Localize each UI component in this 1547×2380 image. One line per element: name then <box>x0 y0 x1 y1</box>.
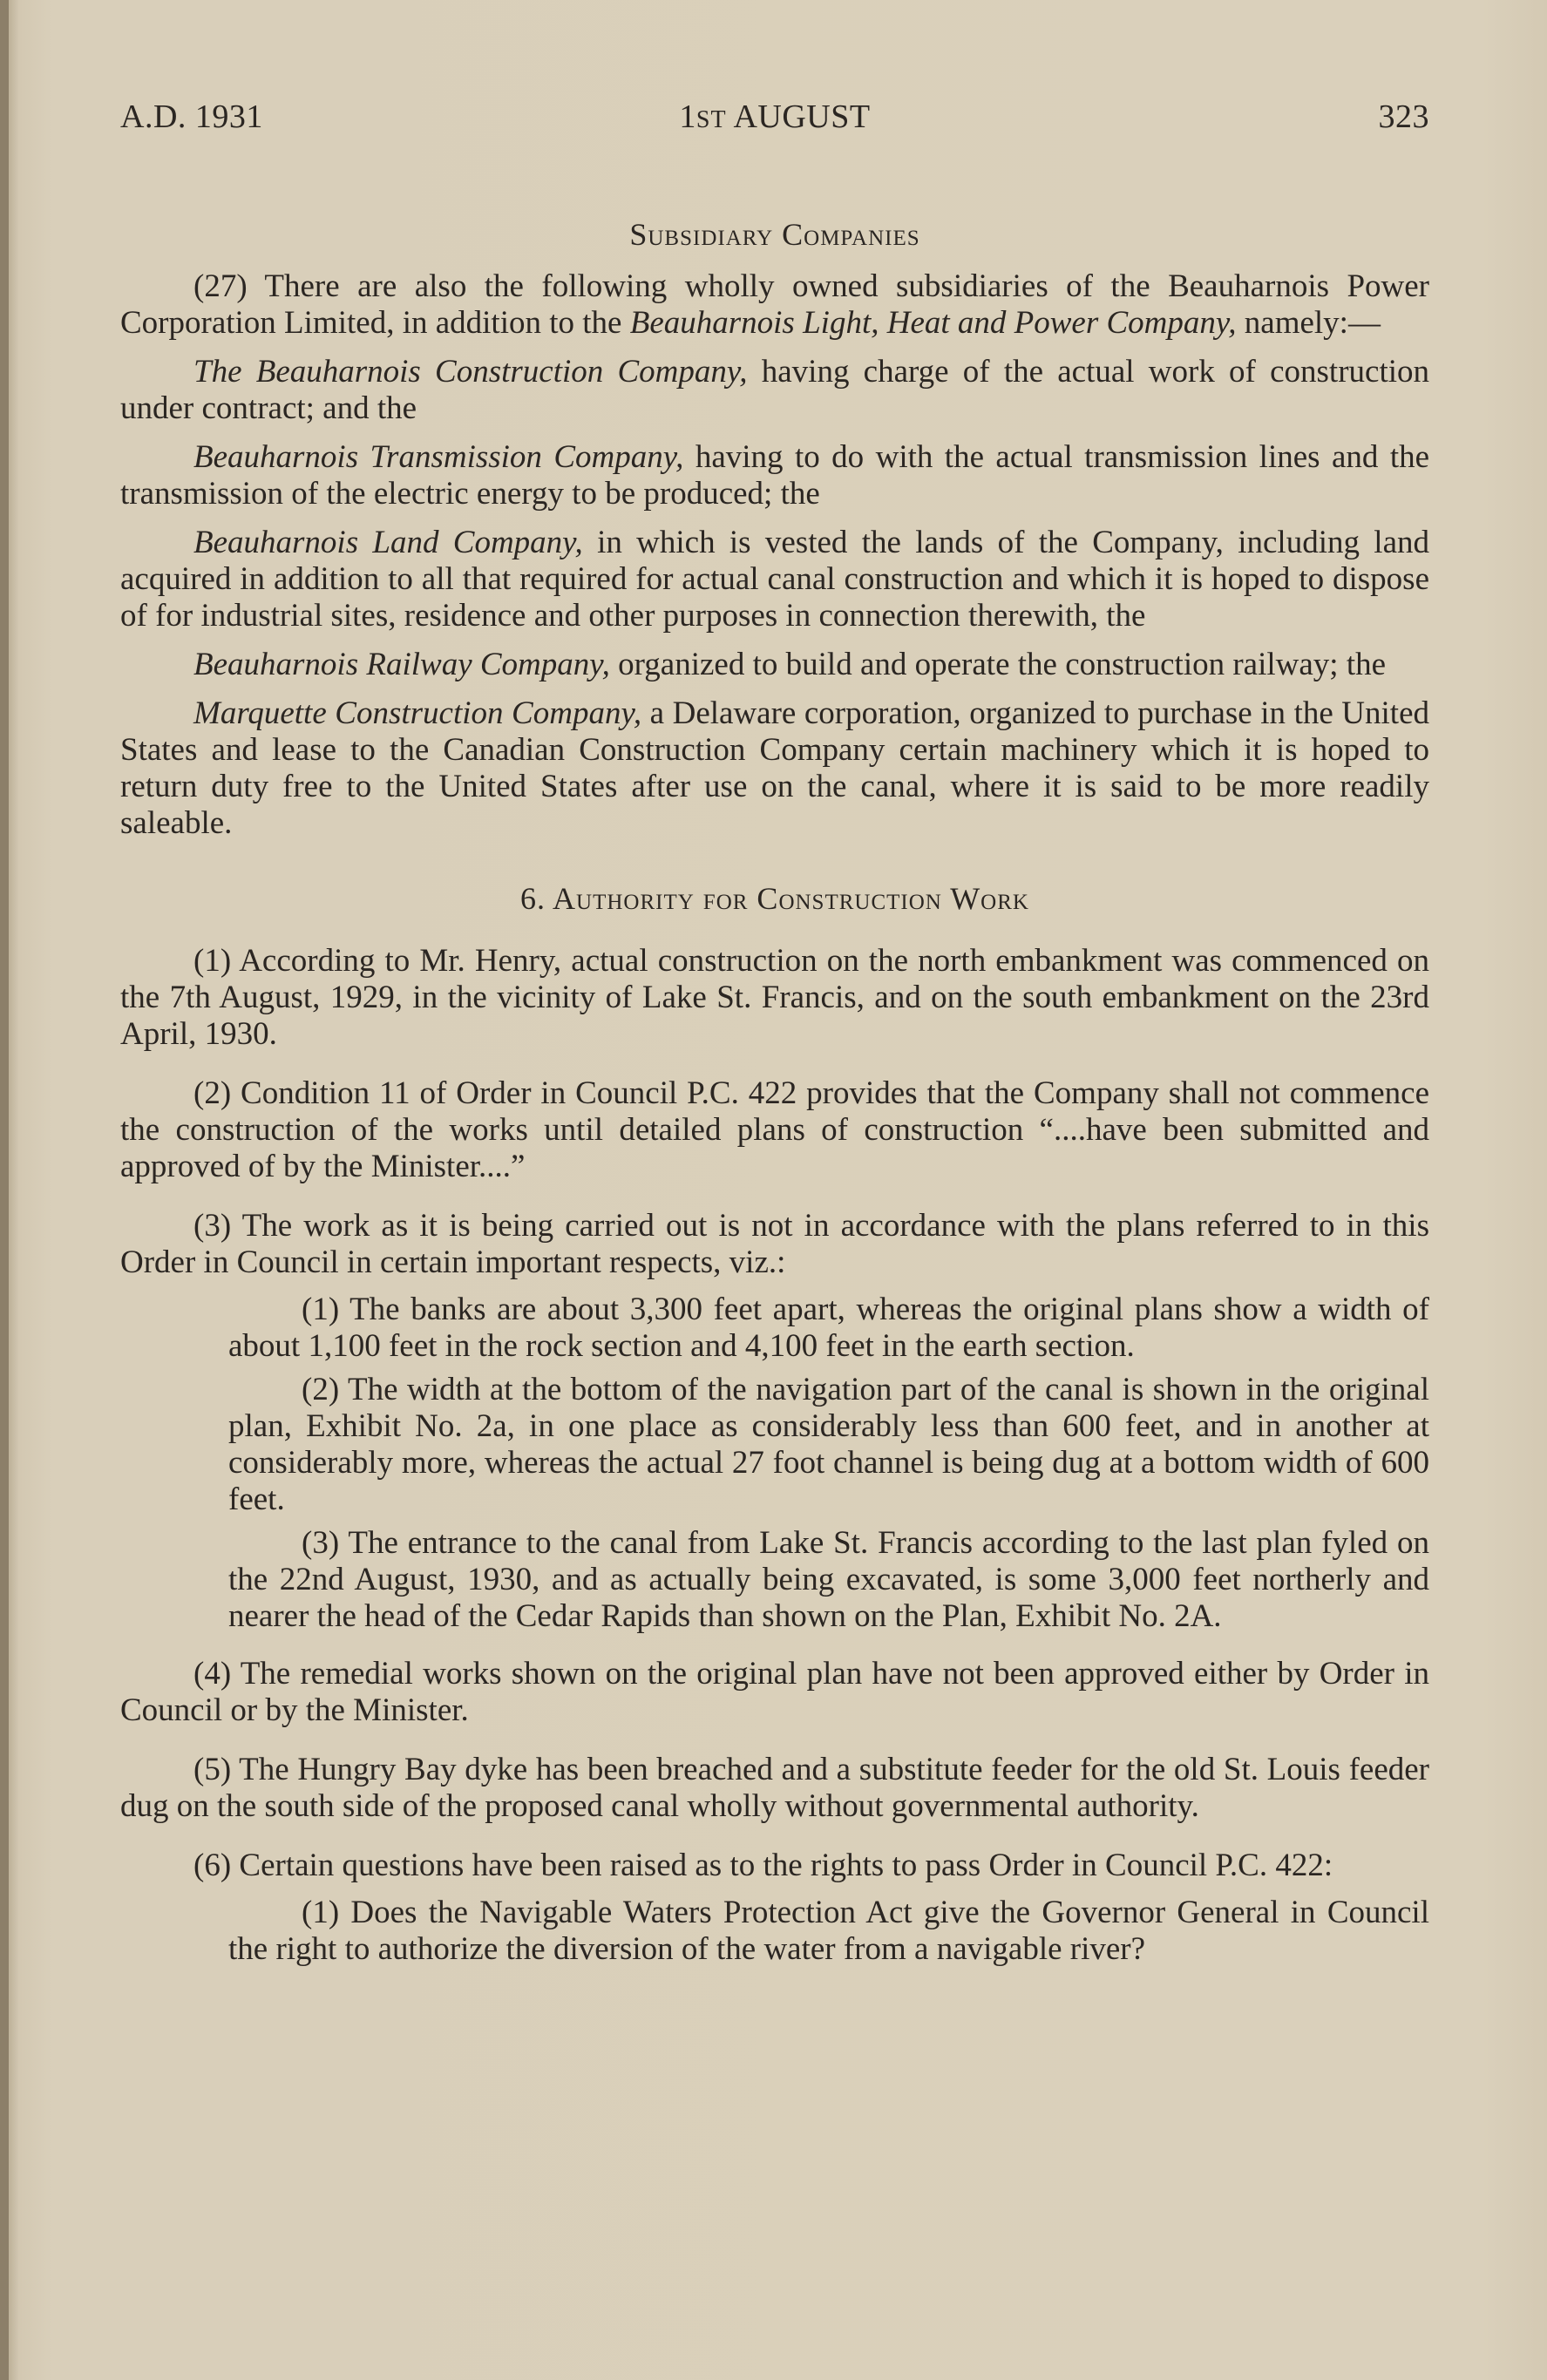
header-date: 1ST AUGUST <box>679 98 871 135</box>
page-content <box>120 98 1429 1975</box>
paragraph-6-3: (3) The work as it is being carried out is not in accordance with the plans referred to in this Order in Council in certain important respects, viz.: <box>120 1208 1429 1280</box>
company-name: Beauharnois Railway Company, <box>193 647 610 682</box>
header-year: A.D. 1931 <box>120 98 263 135</box>
paragraph-marquette-company: Marquette Construction Company, a Delaware corporation, organized to purchase in the United States and lease to the Canadian Construction Company certain machinery which it is hoped to return duty free to the United States after use on the canal, where it is said to be more readily saleable. <box>120 695 1430 841</box>
subparagraph-6-6-1: (1) Does the Navigable Waters Protection Act give the Governor General in Council the right to authorize the diversion of the water from a navigable river? <box>228 1895 1429 1967</box>
company-name: The Beauharnois Construction Company, <box>193 354 748 390</box>
running-header <box>120 98 1429 136</box>
company-name: Beauharnois Land Company, <box>193 525 583 560</box>
paragraph-6-1: (1) According to Mr. Henry, actual construction on the north embankment was commenced on the 7th August, 1929, in the vicinity of Lake St. Francis, and on the south embankment on the 23rd April, 1930. <box>120 943 1429 1052</box>
section-heading-authority: 6. Authority for Construction Work <box>520 881 1029 916</box>
company-name: Beauharnois Light, Heat and Power Company, <box>629 305 1237 341</box>
paragraph-6-2: (2) Condition 11 of Order in Council P.C. 422 provides that the Company shall not commence the construction of the works until detailed plans of construction “....have been submitted and approved of by the Minister....” <box>120 1075 1429 1184</box>
subparagraph-6-3-2: (2) The width at the bottom of the navigation part of the canal is shown in the original plan, Exhibit No. 2a, in one place as considerably less than 600 feet, and in another at considerably more, whereas the actual 27 foot channel is being dug at a bottom width of 600 feet. <box>228 1372 1429 1517</box>
paragraph-6-4: (4) The remedial works shown on the original plan have not been approved either by Order in Council or by the Minister. <box>120 1656 1429 1728</box>
paragraph-construction-company: The Beauharnois Construction Company, having charge of the actual work of construction under contract; and the <box>120 354 1430 426</box>
company-name: Marquette Construction Company, <box>193 695 642 731</box>
subparagraph-6-3-3: (3) The entrance to the canal from Lake St. Francis according to the last plan fyled on the 22nd August, 1930, and as actually being excavated, is some 3,000 feet northerly and nearer the head of the Cedar Rapids than shown on the Plan, Exhibit No. 2A. <box>228 1525 1429 1634</box>
paragraph-transmission-company: Beauharnois Transmission Company, having to do with the actual transmission lines and the transmission of the electric energy to be produced; the <box>120 439 1430 512</box>
company-name: Beauharnois Transmission Company, <box>193 439 684 475</box>
subparagraph-6-3-1: (1) The banks are about 3,300 feet apart, whereas the original plans show a width of about 1,100 feet in the rock section and 4,100 feet in the earth section. <box>228 1292 1429 1364</box>
paragraph-land-company: Beauharnois Land Company, in which is vested the lands of the Company, including land acquired in addition to all that required for actual canal construction and which it is hoped to dispose of for industrial sites, residence and other purposes in connection therewith, the <box>120 525 1429 634</box>
paragraph-railway-company: Beauharnois Railway Company, organized to build and operate the construction railway; the <box>193 647 1387 682</box>
book-spine-edge <box>0 0 9 2380</box>
paragraph-6-6: (6) Certain questions have been raised as to the rights to pass Order in Council P.C. 422: <box>193 1848 1333 1883</box>
section-heading-subsidiary-companies: Subsidiary Companies <box>629 217 920 252</box>
paragraph-6-5: (5) The Hungry Bay dyke has been breached and a substitute feeder for the old St. Louis feeder dug on the south side of the proposed canal wholly without governmental authority. <box>120 1752 1429 1824</box>
page-number: 323 <box>1378 98 1429 135</box>
paragraph-27: (27) There are also the following wholly owned subsidiaries of the Beauharnois Power Corporation Limited, in addition to the Beauharnois Light, Heat and Power Company, namely:— <box>120 268 1429 341</box>
